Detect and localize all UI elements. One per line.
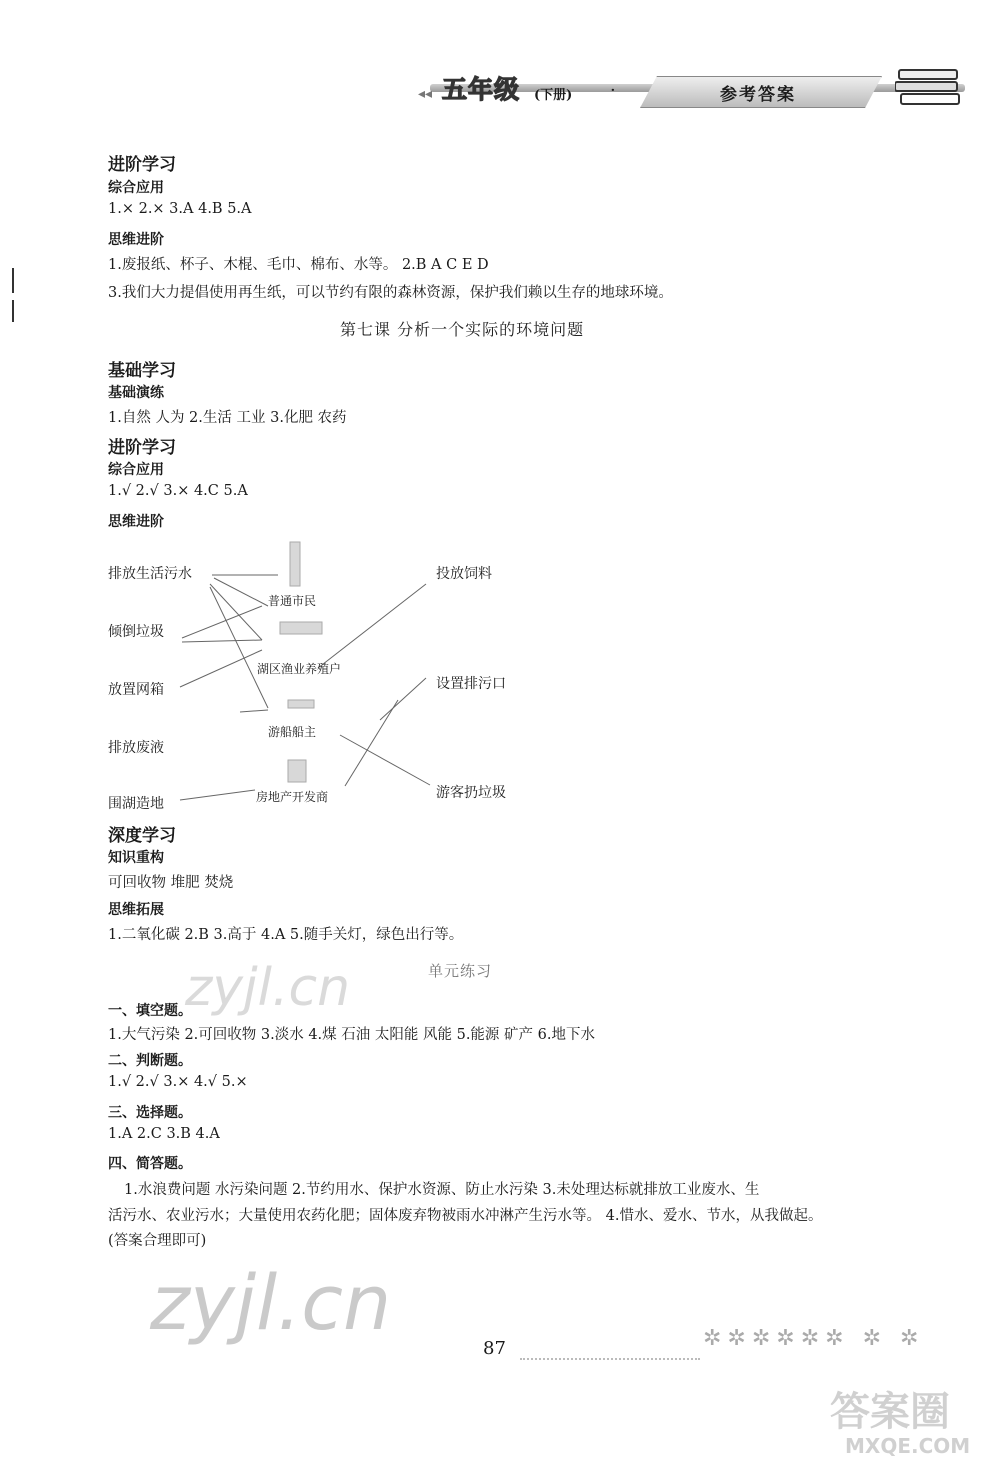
diagram-left-item: 放置网箱 xyxy=(108,682,164,698)
watermark: zyjl.cn xyxy=(150,1258,392,1347)
lesson-title: 第七课 分析一个实际的环境问题 xyxy=(340,320,585,339)
answer-line: 1.二氧化碳 2.B 3.高于 4.A 5.随手关灯，绿色出行等。 xyxy=(108,927,464,943)
question-type-heading: 一、填空题。 xyxy=(108,1003,192,1019)
subsection-heading: 思维进阶 xyxy=(108,232,164,248)
subsection-heading: 思维拓展 xyxy=(108,902,164,918)
question-type-heading: 三、选择题。 xyxy=(108,1105,192,1121)
diagram-left-item: 排放废液 xyxy=(108,740,164,756)
question-type-heading: 四、简答题。 xyxy=(108,1156,192,1172)
section-heading: 深度学习 xyxy=(108,826,176,846)
page-title: 参考答案 xyxy=(720,85,796,105)
answer-line: 1.× 2.× 3.A 4.B 5.A xyxy=(108,201,252,217)
answer-line: 1.水浪费问题 水污染问题 2.节约用水、保护水资源、防止水污染 3.未处理达标就排放工业废水、生 xyxy=(124,1182,760,1198)
watermark: zyjl.cn xyxy=(185,958,351,1018)
section-heading: 基础学习 xyxy=(108,361,176,381)
answer-line: 活污水、农业污水；大量使用农药化肥；固体废弃物被雨水冲淋产生污水等。 4.惜水、爱水、节水，从我做起。 xyxy=(108,1208,823,1224)
watermark: 答案圈 xyxy=(830,1389,950,1435)
header-dot: · xyxy=(610,80,616,101)
diagram-middle-item: 游船船主 xyxy=(268,725,317,739)
answer-line: (答案合理即可) xyxy=(108,1233,207,1249)
subsection-heading: 基础演练 xyxy=(108,385,164,401)
answer-line: 1.废报纸、杯子、木棍、毛巾、棉布、水等。 2.B A C E D xyxy=(108,257,489,273)
diagram-middle-item: 房地产开发商 xyxy=(256,790,329,804)
subsection-heading: 知识重构 xyxy=(108,850,164,866)
unit-title: 单元练习 xyxy=(428,962,493,980)
back-arrows-icon: ◂◂ xyxy=(418,86,433,102)
question-type-heading: 二、判断题。 xyxy=(108,1053,192,1069)
footer-dotted-line xyxy=(520,1358,700,1360)
stars-decoration-icon: ✲✲✲✲✲✲ ✲ ✲ xyxy=(703,1326,925,1351)
diagram-middle-item: 普通市民 xyxy=(268,594,317,608)
diagram-left-item: 排放生活污水 xyxy=(108,566,192,582)
answer-line: 3.我们大力提倡使用再生纸，可以节约有限的森林资源，保护我们赖以生存的地球环境。 xyxy=(108,285,673,301)
diagram-right-item: 设置排污口 xyxy=(436,676,506,692)
subsection-heading: 思维进阶 xyxy=(108,514,164,530)
diagram-right-item: 投放饲料 xyxy=(436,566,492,582)
grade-title: 五年级 xyxy=(442,75,521,104)
volume-label: (下册) xyxy=(534,88,573,103)
section-heading: 进阶学习 xyxy=(108,438,176,458)
answer-line: 1.√ 2.√ 3.× 4.√ 5.× xyxy=(108,1074,248,1090)
answer-line: 1.√ 2.√ 3.× 4.C 5.A xyxy=(108,483,248,499)
diagram-right-item: 游客扔垃圾 xyxy=(436,785,506,801)
diagram-middle-item: 湖区渔业养殖户 xyxy=(257,662,342,676)
diagram-left-item: 围湖造地 xyxy=(108,796,164,812)
answer-line: 1.A 2.C 3.B 4.A xyxy=(108,1126,220,1142)
diagram-left-item: 倾倒垃圾 xyxy=(108,624,164,640)
section-heading: 进阶学习 xyxy=(108,155,176,175)
answer-line: 1.自然 人为 2.生活 工业 3.化肥 农药 xyxy=(108,410,347,426)
watermark: MXQE.COM xyxy=(845,1434,971,1458)
subsection-heading: 综合应用 xyxy=(108,462,164,478)
page-number: 87 xyxy=(483,1338,506,1359)
answer-line: 1.大气污染 2.可回收物 3.淡水 4.煤 石油 太阳能 风能 5.能源 矿产 6.地下水 xyxy=(108,1027,595,1043)
answer-line: 可回收物 堆肥 焚烧 xyxy=(108,875,234,891)
subsection-heading: 综合应用 xyxy=(108,180,164,196)
